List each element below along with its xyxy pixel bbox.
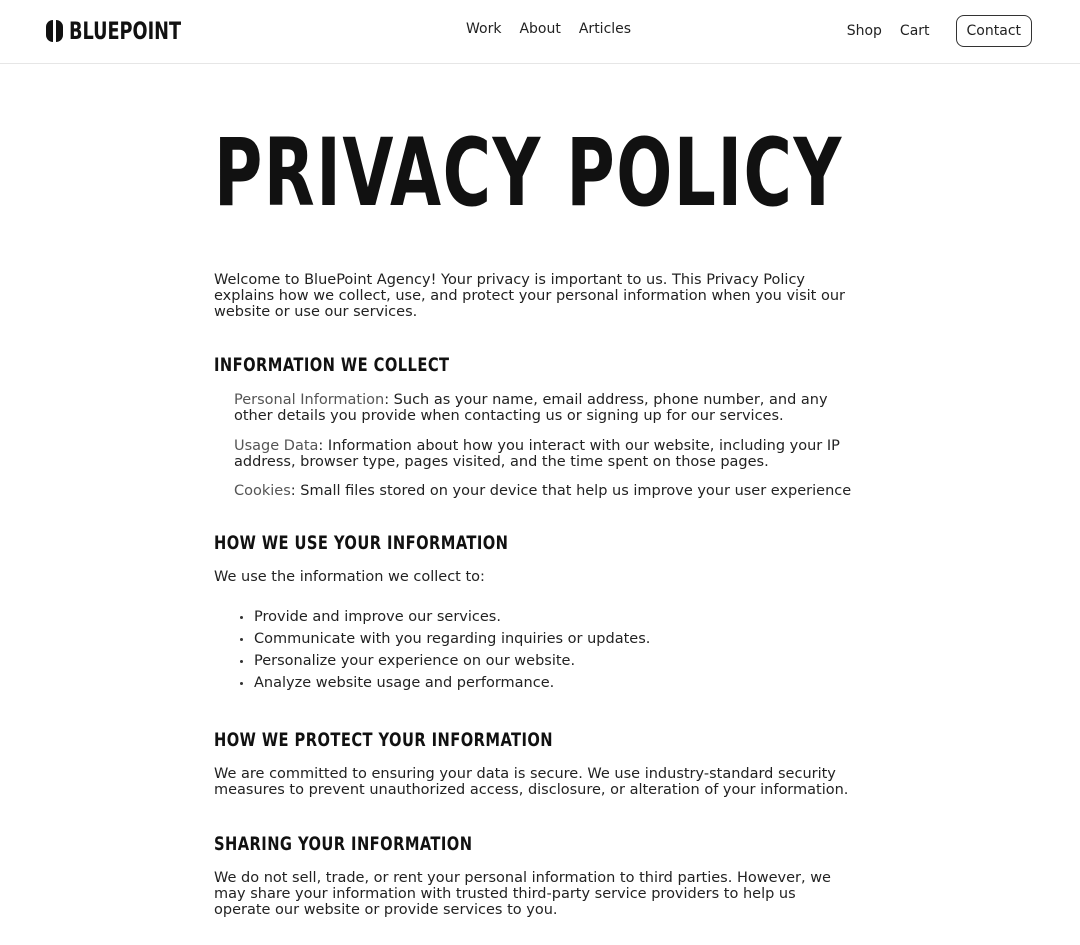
heading-sharing: SHARING YOUR INFORMATION	[214, 833, 473, 855]
heading-how-we-use: HOW WE USE YOUR INFORMATION	[214, 532, 509, 554]
list-item: Personalize your experience on our website.	[240, 650, 650, 672]
nav-link-about[interactable]: About	[519, 21, 561, 37]
use-list	[240, 606, 650, 694]
collect-item-personal-information	[234, 392, 859, 424]
collect-term: Personal Information	[234, 392, 385, 408]
heading-information-we-collect: INFORMATION WE COLLECT	[214, 354, 450, 376]
site-header	[0, 0, 1080, 64]
nav-link-work[interactable]: Work	[466, 21, 502, 37]
list-item: Communicate with you regarding inquiries or updates.	[240, 628, 650, 650]
intro-paragraph: Welcome to BluePoint Agency! Your privacy is important to us. This Privacy Policy explains how we collect, use, and protect your personal information when you visit our website or use our services.	[214, 272, 845, 320]
collect-text: : Information about how you interact with our website, including your IP address, browser type, pages visited, and the time spent on those pages.	[234, 438, 840, 470]
main-nav	[466, 21, 631, 37]
nav-link-cart[interactable]: Cart	[899, 23, 930, 39]
heading-how-we-protect: HOW WE PROTECT YOUR INFORMATION	[214, 729, 554, 751]
collect-item-cookies	[234, 483, 859, 499]
collect-text: : Small files stored on your device that help us improve your user experience	[290, 483, 852, 499]
logo[interactable]	[46, 18, 206, 44]
contact-button[interactable]: Contact	[956, 15, 1032, 47]
collect-text: : Such as your name, email address, phone number, and any other details you provide when contacting us or signing up for our services.	[234, 392, 828, 424]
collect-item-usage-data	[234, 438, 859, 470]
list-item: Analyze website usage and performance.	[240, 672, 650, 694]
collect-term: Cookies	[234, 483, 291, 499]
secondary-nav	[847, 15, 1032, 47]
protect-paragraph: We are committed to ensuring your data is secure. We use industry-standard security measures to prevent unauthorized access, disclosure, or alteration of your information.	[214, 766, 849, 798]
logo-mark-icon	[46, 20, 63, 42]
nav-link-articles[interactable]: Articles	[578, 21, 632, 37]
logo-text: BLUEPOINT	[69, 17, 182, 45]
use-lead: We use the information we collect to:	[214, 569, 485, 585]
sharing-paragraph: We do not sell, trade, or rent your personal information to third parties. However, we may share your information with trusted third-party service providers to help us operate our website or provide services to you.	[214, 870, 831, 918]
page-title: PRIVACY POLICY	[214, 119, 843, 228]
list-item: Provide and improve our services.	[240, 606, 650, 628]
collect-term: Usage Data	[234, 438, 319, 454]
nav-link-shop[interactable]: Shop	[846, 23, 882, 39]
